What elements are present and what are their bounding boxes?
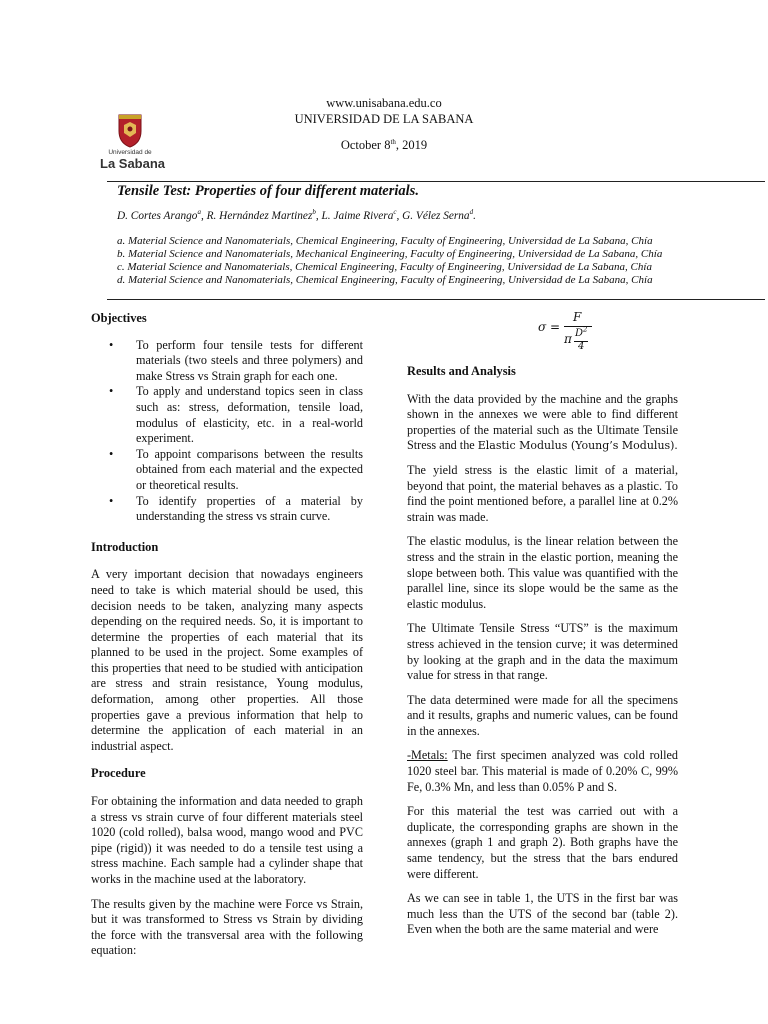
- objectives-heading: Objectives: [91, 311, 147, 325]
- list-item: • To perform four tensile tests for different materials (two steels and three polymers) and make Stress vs Strain graph for each one.: [136, 338, 363, 385]
- author: R. Hernández Martinez: [206, 210, 313, 222]
- results-text: The Ultimate Tensile Stress “UTS” is the maximum stress achieved in the tension curve; it was determined by looking at the graph and in the data the maximum value for stress in that range.: [407, 621, 678, 683]
- results-text: The data determined were made for all the specimens and it results, graphs and numeric values, can be found in the annexes.: [407, 692, 678, 738]
- left-column: [91, 311, 363, 968]
- procedure-heading: Procedure: [91, 766, 146, 781]
- header-url: www.unisabana.edu.co: [326, 96, 442, 110]
- affiliation: d. Material Science and Nanomaterials, Chemical Engineering, Faculty of Engineering, Universidad de La Sabana, Chía: [117, 274, 653, 286]
- procedure-text: The results given by the machine were Force vs Strain, but it was transformed to Stress vs Strain by dividing the force with the transversal area with the following equation:: [91, 896, 363, 958]
- results-text: With the data provided by the machine and the graphs shown in the annexes we were able to find different properties of the material such as the Ultimate Tensile Stress and the Elastic Modulus (Young’s Modulus).: [407, 391, 678, 453]
- results-text: For this material the test was carried out with a duplicate, the corresponding graphs are shown in the annexes (graph 1 and graph 2). Both graphs have the same tendency, but the stress that the bars endured were different.: [407, 804, 678, 881]
- results-heading: Results and Analysis: [407, 364, 516, 378]
- author-list: D. Cortes Arango$^a$, R. Hernández Martinez$^b$, L. Jaime Rivera$^c$, G. Vélez Serna$^d$.: [117, 208, 476, 222]
- affiliations: [117, 235, 662, 287]
- author: G. Vélez Serna: [402, 210, 470, 222]
- results-text: The yield stress is the elastic limit of a material, beyond that point, the material behaves as a plastic. To find the point mentioned before, a parallel line at 0.2% strain was made.: [407, 462, 678, 524]
- right-column: [407, 364, 678, 947]
- introduction-text: A very important decision that nowadays engineers need to take is which material should be used, this decision needs to be taken, analyzing many aspects depending on the required needs. So, it is important to determine the properties of each material that its planned to be used in the project. Some examples of this properties that need to be studied with anticipation are stress and strain resistance, Young modulus, deformation, among other properties. All those properties gave a previous information that help to determine the application of each material in an industrial aspect.: [91, 567, 363, 753]
- bottom-rule: [107, 299, 765, 300]
- list-item: • To apply and understand topics seen in class such as: stress, deformation, tensile load, modulus of elasticity, etc. in a real-world experiment.: [136, 384, 363, 446]
- list-item: • To identify properties of a material by understanding the stress vs strain curve.: [136, 494, 363, 525]
- affiliation: a. Material Science and Nanomaterials, Chemical Engineering, Faculty of Engineering, Universidad de La Sabana, Chía: [117, 235, 653, 247]
- procedure-text: For obtaining the information and data needed to graph a stress vs strain curve of four different materials steel 1020 (cold rolled), balsa wood, mango wood and PVC pipe (rigid)) it was needed to do a tensile test using a stress machine. Each sample had a cylinder shape that works in the machine used at the laboratory.: [91, 794, 363, 886]
- top-rule: [107, 181, 765, 182]
- stress-equation: σ = F π $D^2$ 4: [538, 310, 618, 358]
- header-university: UNIVERSIDAD DE LA SABANA: [294, 112, 474, 126]
- logo-line2: La Sabana: [100, 156, 166, 171]
- author: L. Jaime Rivera: [321, 210, 394, 222]
- objectives-list: [91, 338, 363, 525]
- paper-title: Tensile Test: Properties of four different materials.: [117, 183, 419, 199]
- results-text: The elastic modulus, is the linear relation between the stress and the strain in the elastic portion, meaning the slope between both. This value was quantified with the parallel line, since its slope would be the same as the elastic modulus.: [407, 534, 678, 611]
- list-item: • To appoint comparisons between the results obtained from each material and the expected or theoretical results.: [136, 447, 363, 494]
- header-date: October 8th, 2019: [340, 137, 428, 152]
- results-text: -Metals: The first specimen analyzed was cold rolled 1020 steel bar. This material is made of 0.20% C, 99% Fe, 0.3% Mn, and less than 0.05% P and S.: [407, 748, 678, 794]
- author: D. Cortes Arango: [117, 210, 198, 222]
- affiliation: b. Material Science and Nanomaterials, Mechanical Engineering, Faculty of Engineering, Universidad de La Sabana, Chía: [117, 248, 663, 260]
- introduction-heading: Introduction: [91, 539, 159, 554]
- affiliation: c. Material Science and Nanomaterials, Chemical Engineering, Faculty of Engineering, Universidad de La Sabana, Chía: [117, 261, 652, 273]
- results-text: As we can see in table 1, the UTS in the first bar was much less than the UTS of the second bar (table 2). Even when the both are the same material and were: [407, 891, 678, 937]
- logo-line1: Universidad de: [108, 149, 152, 156]
